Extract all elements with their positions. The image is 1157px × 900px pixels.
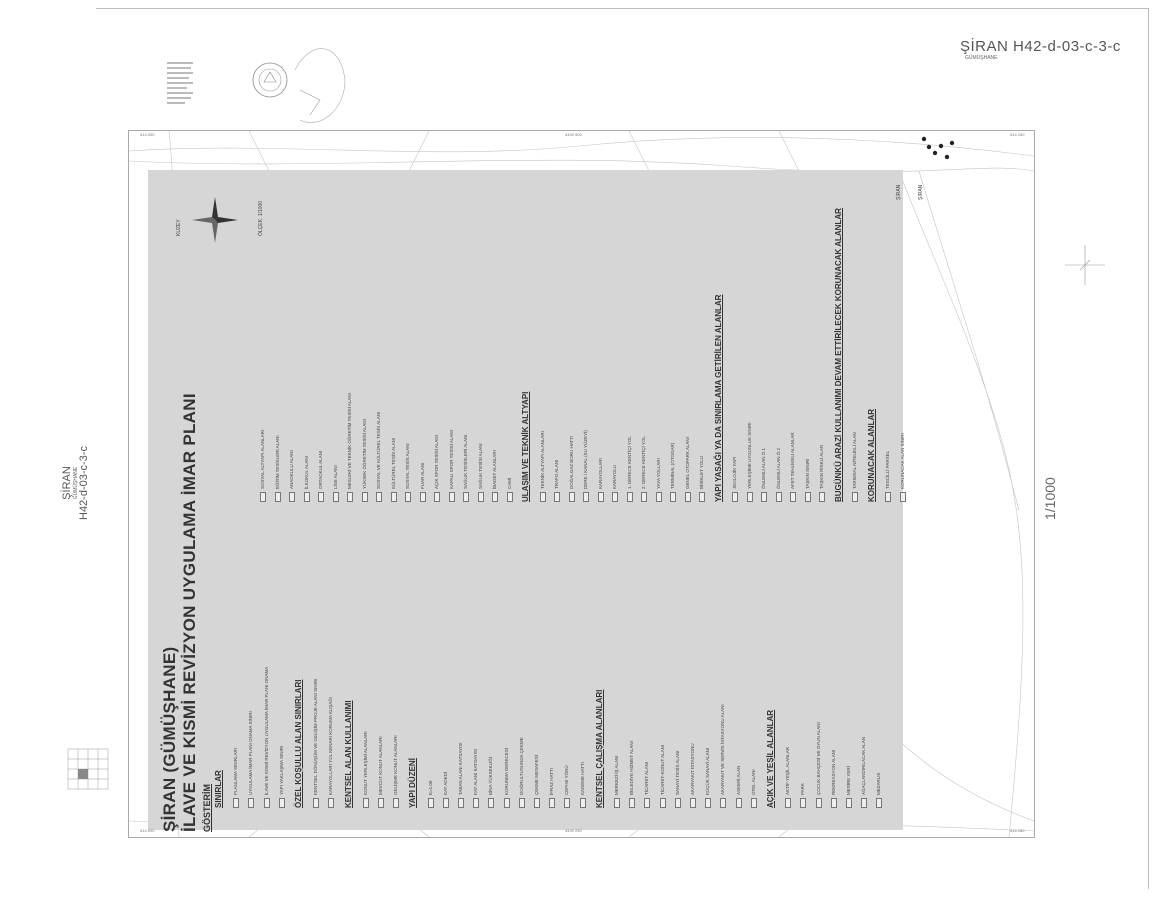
legend-item	[362, 419, 368, 502]
legend-item	[549, 768, 555, 808]
legend-item	[279, 746, 285, 808]
legend-symbol-icon	[248, 798, 254, 808]
legend-symbol-icon	[420, 492, 426, 502]
legend-item	[564, 765, 570, 808]
legend-label: AKARYAKIT İSTASYONU	[690, 743, 696, 795]
legend-label: OTEL ALANI	[750, 769, 756, 795]
legend-symbol-icon	[260, 492, 266, 502]
legend-item	[785, 747, 791, 808]
legend-heading	[766, 710, 775, 808]
legend-item	[805, 459, 811, 502]
legend-symbol-icon	[816, 798, 822, 808]
legend-label: BİNA YÜKSEKLİĞİ	[488, 756, 494, 795]
legend-symbol-icon	[434, 492, 440, 502]
legend-label: KONUT YERLEŞİMİ ALANLARI	[362, 731, 368, 795]
edge-north-marker-icon	[1060, 240, 1110, 290]
sheet-code-sub: GÜMÜŞHANE	[965, 55, 998, 61]
legend-label: ASKERİ ALAN	[735, 765, 741, 795]
legend-item	[747, 422, 753, 502]
legend-symbol-icon	[900, 492, 906, 502]
legend-item	[876, 772, 882, 808]
legend-label: SAĞLIK TESİSİ ALANI	[477, 443, 483, 489]
legend-symbol-icon	[428, 798, 434, 808]
legend-label: BELEDİYE HİZMET ALANI	[629, 741, 635, 795]
legend-label: CAMİ	[506, 477, 512, 489]
legend-symbol-icon	[458, 798, 464, 808]
legend-item	[289, 450, 295, 502]
legend-item	[304, 456, 310, 502]
legend-item	[540, 431, 546, 502]
legend-label: MEZARLIK	[876, 772, 882, 795]
legend-title-line2: İLAVE VE KISMİ REVİZYON UYGULAMA İMAR PLANI	[180, 393, 199, 832]
map-place-label-2: ŞİRAN	[918, 184, 924, 200]
legend-item	[761, 448, 767, 502]
legend-label: 1. DERECE KENTİÇİ YOL	[626, 436, 632, 489]
legend-item	[816, 722, 822, 808]
legend-symbol-icon	[583, 492, 589, 502]
legend-symbol-icon	[885, 492, 891, 502]
legend-symbol-icon	[279, 798, 285, 808]
legend-label: SOSYAL ALTYAPI ALANLARI	[260, 429, 266, 489]
legend-label: BİSİKLET YOLU	[699, 455, 705, 489]
legend-item	[819, 445, 825, 502]
legend-item	[554, 460, 560, 502]
legend-label: AÇIK SPOR TESİSİ ALANI	[434, 435, 440, 489]
coord-top-right: 514 250	[1010, 132, 1025, 137]
legend-symbol-icon	[378, 798, 384, 808]
legend-label: TEKNİK ALTYAPI ALANLARI	[539, 431, 545, 489]
legend-symbol-icon	[504, 798, 510, 808]
legend-label: GENEL OTOPARK ALANI	[684, 437, 690, 489]
legend-label: YAPI DÜZENİ	[408, 758, 418, 808]
legend-symbol-icon	[685, 492, 691, 502]
plan-notes-block	[165, 60, 195, 120]
legend-item	[534, 755, 540, 808]
legend-label: ÖNLEMLİ ALAN Ö.1	[761, 447, 767, 489]
legend-item	[690, 743, 696, 808]
legend-symbol-icon	[362, 492, 368, 502]
legend-heading	[521, 392, 530, 502]
legend-item	[473, 749, 479, 808]
legend-item	[627, 436, 633, 502]
legend-title-line1: ŞİRAN (GÜMÜŞHANE)	[160, 646, 179, 832]
legend-symbol-icon	[627, 492, 633, 502]
legend-symbol-icon	[861, 798, 867, 808]
legend-label: İLKOKUL ALANI	[303, 456, 309, 489]
legend-symbol-icon	[720, 798, 726, 808]
legend-label: KAPALI SPOR TESİSİ ALANI	[448, 430, 454, 489]
legend-symbol-icon	[670, 492, 676, 502]
legend-label: MEVCUT KONUT ALANLARI	[378, 736, 384, 795]
sheet-index-grid	[62, 745, 112, 793]
legend-label: PARK	[800, 783, 806, 795]
legend-heading	[294, 680, 303, 808]
legend-label: İFRAZ HATTI	[549, 768, 555, 795]
legend-item	[275, 435, 281, 502]
legend-symbol-icon	[549, 798, 555, 808]
legend-item	[885, 451, 891, 502]
legend-label: E=1.00	[427, 780, 433, 795]
legend-label: REKREASYON ALANI	[830, 749, 836, 795]
coord-bottom-left: 514 000	[140, 828, 155, 833]
legend-symbol-icon	[363, 798, 369, 808]
legend-item	[736, 766, 742, 808]
sheet-code: ŞİRAN H42-d-03-c-3-c	[960, 38, 1121, 55]
legend-item	[318, 451, 324, 502]
legend-symbol-icon	[233, 798, 239, 808]
legend-heading	[408, 758, 417, 808]
legend-symbol-icon	[443, 798, 449, 808]
legend-heading	[344, 700, 353, 808]
legend-label: ANAOKULU ALANI	[289, 450, 295, 489]
legend-symbol-icon	[554, 492, 560, 502]
legend-label: YERLEŞİME UYGUNLUK SINIRI	[746, 422, 752, 489]
legend-item	[391, 438, 397, 502]
legend-label: ÇEKME MESAFESİ	[534, 754, 540, 795]
legend-symbol-icon	[790, 492, 796, 502]
legend-item	[861, 737, 867, 808]
legend-symbol-icon	[761, 492, 767, 502]
legend-label: YAYA YOLLARI	[655, 458, 661, 489]
legend-symbol-icon	[289, 492, 295, 502]
legend-label: AĞAÇLANDIRILACAK ALAN	[861, 736, 867, 795]
legend-item	[846, 766, 852, 808]
legend-item	[720, 704, 726, 808]
legend-item	[583, 430, 589, 502]
legend-label: KAT ALANI KATSAYISI	[473, 748, 479, 795]
legend-item	[443, 772, 449, 808]
sheet-code-left-bottom: H42-d-03-c-3-c	[77, 446, 90, 520]
legend-item	[492, 450, 498, 502]
legend-symbol-icon	[347, 492, 353, 502]
legend-label: ULAŞIM VE TEKNİK ALTYAPI	[521, 391, 530, 502]
legend-item	[751, 769, 757, 808]
sheet-code-left	[62, 446, 90, 520]
legend-label: SOSYAL VE KÜLTÜREL TESİS ALANI	[376, 411, 382, 489]
legend-label: TİCARET ALANI	[644, 761, 650, 795]
legend-symbol-icon	[614, 798, 620, 808]
legend-label: TİCARET-KONUT ALANI	[659, 744, 665, 795]
legend-symbol-icon	[660, 798, 666, 808]
legend-label: UYGULAMA İMAR PLANI ONAMA SINIRI	[248, 711, 254, 795]
north-arrow-icon	[190, 195, 240, 245]
sheet-code-left-sub: GÜMÜŞHANE	[72, 466, 79, 500]
legend-item	[900, 433, 906, 502]
legend-item	[504, 748, 510, 808]
legend-symbol-icon	[580, 798, 586, 808]
legend-symbol-icon	[488, 798, 494, 808]
legend-label: YAPI YAKLAŞMA SINIRI	[278, 745, 284, 795]
legend-item	[705, 748, 711, 808]
legend-label: TAŞKIN RİSKLİ ALAN	[819, 444, 825, 489]
legend-symbol-icon	[564, 798, 570, 808]
legend-item	[644, 762, 650, 808]
legend-symbol-icon	[449, 492, 455, 502]
legend-item	[732, 457, 738, 502]
legend-symbol-icon	[846, 798, 852, 808]
location-sketch	[290, 30, 350, 140]
coord-bottom-right: 514 250	[1010, 828, 1025, 833]
legend-symbol-icon	[304, 492, 310, 502]
legend-item	[629, 741, 635, 808]
sheet-scale: 1/1000	[1042, 477, 1058, 520]
legend-symbol-icon	[699, 492, 705, 502]
legend-symbol-icon	[540, 492, 546, 502]
legend-gosterim: GÖSTERİM	[202, 783, 212, 832]
legend-symbol-icon	[507, 492, 513, 502]
legend-label: TABAN ALANI KATSAYISI	[458, 742, 464, 795]
legend-label: AFET TEHLİKELİ ALANLAR	[790, 432, 796, 489]
legend-label: DOĞALGAZ BORU HATTI	[568, 435, 574, 489]
legend-label: ÖZEL KOŞULLU ALAN SINIRLARI	[294, 679, 303, 808]
legend-item	[260, 430, 266, 502]
legend-item	[519, 737, 525, 808]
legend-label: KÜÇÜK SANAYİ ALANI	[705, 747, 711, 795]
legend-item	[420, 463, 426, 502]
legend-item	[656, 458, 662, 502]
legend-label: ORTAOKUL ALANI	[318, 450, 324, 489]
sheet-code-left-top: ŞİRAN	[61, 466, 73, 500]
legend-item	[478, 443, 484, 502]
legend-symbol-icon	[805, 492, 811, 502]
coord-bottom: 4449 250	[565, 828, 582, 833]
legend-label: AKTİF YEŞİL ALANLAR	[785, 746, 791, 795]
map-place-label-1: ŞİRAN	[896, 184, 902, 200]
legend-symbol-icon	[519, 798, 525, 808]
legend-heading	[595, 690, 604, 808]
legend-label: YÜKSEK ÖĞRETİM TESİSİ ALANI	[361, 419, 367, 489]
legend-symbol-icon	[473, 798, 479, 808]
legend-symbol-icon	[785, 798, 791, 808]
legend-label: KARAYOLU	[612, 464, 618, 489]
legend-symbol-icon	[313, 798, 319, 808]
legend-heading	[214, 770, 223, 808]
legend-item	[313, 679, 319, 808]
legend-item	[449, 430, 455, 502]
legend-label: PLANLAMA SINIRLARI	[233, 747, 239, 795]
legend-symbol-icon	[478, 492, 484, 502]
legend-label: SOSYAL TESİS ALANI	[405, 443, 411, 489]
legend-symbol-icon	[751, 798, 757, 808]
legend-symbol-icon	[629, 798, 635, 808]
legend-symbol-icon	[776, 492, 782, 502]
legend-label: TRAFO ALANI	[554, 459, 560, 489]
legend-symbol-icon	[598, 492, 604, 502]
legend-label: TESCİLLİ PARSEL	[885, 450, 891, 489]
legend-item	[458, 742, 464, 808]
legend-item	[378, 736, 384, 808]
legend-label: CEPHE YÖNÜ	[564, 765, 570, 795]
legend-label: FUAR ALANI	[419, 462, 425, 489]
legend-label: LİSE ALANI	[332, 465, 338, 489]
legend-label: KORUNMA DERECESİ	[503, 747, 509, 795]
legend-label: KORUNACAK ALANLAR	[866, 408, 876, 502]
legend-symbol-icon	[819, 492, 825, 502]
legend-scale-label: ÖLÇEK: 1/1000	[258, 200, 264, 236]
legend-symbol-icon	[852, 492, 858, 502]
legend-item	[328, 697, 334, 808]
legend-symbol-icon	[492, 492, 498, 502]
legend-label: KORUNACAK ALAN SINIRI	[899, 433, 905, 489]
legend-item	[347, 393, 353, 502]
legend-symbol-icon	[736, 798, 742, 808]
legend-item	[428, 781, 434, 808]
legend-label: KARAYOLLARI YOL KENARI KORUMA KUŞAĞI	[328, 697, 334, 795]
legend-label: KÜLTÜREL TESİS ALANI	[390, 437, 396, 489]
legend-label: DERE / KANAL (SU YÜZEYİ)	[583, 430, 589, 489]
legend-symbol-icon	[831, 798, 837, 808]
legend-item	[776, 448, 782, 502]
legend-item	[790, 432, 796, 502]
legend-label: DOĞRULTUSUNDA ÇEKME	[518, 737, 524, 795]
legend-label: SINIRLAR	[214, 770, 223, 808]
legend-symbol-icon	[690, 798, 696, 808]
legend-label: KADEME HATTI	[579, 762, 585, 795]
legend-item	[376, 412, 382, 502]
legend-label: ÖNLEMLİ ALAN Ö.2	[775, 447, 781, 489]
legend-label: TARIMSAL NİTELİKLİ ALAN	[852, 432, 858, 489]
legend-symbol-icon	[800, 798, 806, 808]
legend-symbol-icon	[641, 492, 647, 502]
legend-item	[393, 735, 399, 808]
legend-symbol-icon	[463, 492, 469, 502]
coord-top: 4449 500	[565, 132, 582, 137]
legend-item	[831, 750, 837, 808]
legend-item	[852, 432, 858, 502]
legend-item	[641, 436, 647, 502]
legend-label: SAĞLIK TESİSLERİ ALANI	[463, 434, 469, 489]
legend-item	[405, 443, 411, 502]
legend-item	[612, 465, 618, 502]
legend-symbol-icon	[569, 492, 575, 502]
legend-item	[507, 478, 513, 502]
legend-symbol-icon	[644, 798, 650, 808]
legend-item	[233, 748, 239, 808]
legend-item	[660, 745, 666, 808]
legend-item	[363, 731, 369, 808]
legend-symbol-icon	[656, 492, 662, 502]
legend-item	[333, 465, 339, 502]
legend-heading	[834, 208, 843, 502]
legend-symbol-icon	[333, 492, 339, 502]
legend-label: MERKEZİ İŞ ALANI	[614, 755, 620, 795]
legend-item	[670, 443, 676, 502]
legend-item	[488, 757, 494, 808]
legend-label: KENTSEL DÖNÜŞÜM VE GELİŞİM PROJE ALANI SINIRI	[313, 678, 319, 795]
legend-label: İLAVE VE KISMİ REVİZYON UYGULAMA İMAR PLANI ONAMA	[263, 666, 269, 795]
legend-item	[675, 751, 681, 808]
legend-label: MESİRE YERİ	[846, 766, 852, 795]
legend-symbol-icon	[376, 492, 382, 502]
legend-label: İBADET ALANLARI	[492, 450, 498, 489]
coord-top-left: 514 000	[140, 132, 155, 137]
legend-symbol-icon	[876, 798, 882, 808]
legend-item	[264, 667, 270, 808]
legend-item	[463, 435, 469, 502]
legend-label: TERMİNAL (OTOGAR)	[670, 442, 676, 489]
legend-label: KARAYOLLARI	[597, 458, 603, 489]
legend-symbol-icon	[328, 798, 334, 808]
legend-symbol-icon	[405, 492, 411, 502]
legend-label: AÇIK VE YEŞİL ALANLAR	[766, 709, 775, 808]
legend-label: AKARYAKIT VE SERVİS İSTASYONU ALANI	[720, 704, 726, 795]
legend-symbol-icon	[264, 798, 270, 808]
legend-label: TAŞKIN SINIRI	[804, 458, 810, 489]
legend-symbol-icon	[732, 492, 738, 502]
legend-item	[580, 762, 586, 808]
legend-symbol-icon	[747, 492, 753, 502]
legend-item	[248, 711, 254, 808]
legend-heading	[714, 295, 723, 502]
legend-item	[569, 436, 575, 502]
legend-label: EĞİTİM TESİSLERİ ALANI	[274, 435, 280, 489]
legend-item	[699, 456, 705, 502]
legend-label: BUGÜNKÜ ARAZİ KULLANIMI DEVAM ETTİRİLECEK KORUNACAK ALANLAR	[833, 208, 843, 502]
legend-label: GELİŞME KONUT ALANLARI	[393, 735, 399, 795]
legend-symbol-icon	[318, 492, 324, 502]
legend-symbol-icon	[612, 492, 618, 502]
legend-item	[434, 435, 440, 502]
legend-symbol-icon	[705, 798, 711, 808]
legend-symbol-icon	[534, 798, 540, 808]
legend-label: JEOLOJİK YAPI	[732, 456, 738, 489]
legend-item	[685, 437, 691, 502]
legend-symbol-icon	[675, 798, 681, 808]
legend-label: MESLEKİ VE TEKNİK ÖĞRETİM TESİSİ ALANI	[347, 393, 353, 489]
legend-symbol-icon	[391, 492, 397, 502]
legend-heading	[867, 409, 876, 502]
legend-label: SANAYİ TESİS ALANI	[674, 750, 680, 795]
legend-label: KENTSEL ÇALIŞMA ALANLARI	[594, 689, 604, 808]
legend-symbol-icon	[393, 798, 399, 808]
north-label: KUZEY	[176, 219, 182, 236]
legend-label: KAT ADEDİ	[442, 771, 448, 795]
legend-label: KENTSEL ALAN KULLANIMI	[343, 700, 353, 808]
legend-item	[598, 458, 604, 502]
legend-label: ÇOCUK BAHÇESİ VE OYUN ALANI	[815, 722, 821, 795]
municipality-seal	[250, 60, 290, 100]
legend-item	[614, 755, 620, 808]
legend-label: YAPI YASAĞI YA DA SINIRLAMA GETİRİLEN ALANLAR	[713, 294, 723, 502]
legend-item	[800, 783, 806, 808]
legend-symbol-icon	[275, 492, 281, 502]
legend-label: 2. DERECE KENTİÇİ YOL	[641, 436, 647, 489]
